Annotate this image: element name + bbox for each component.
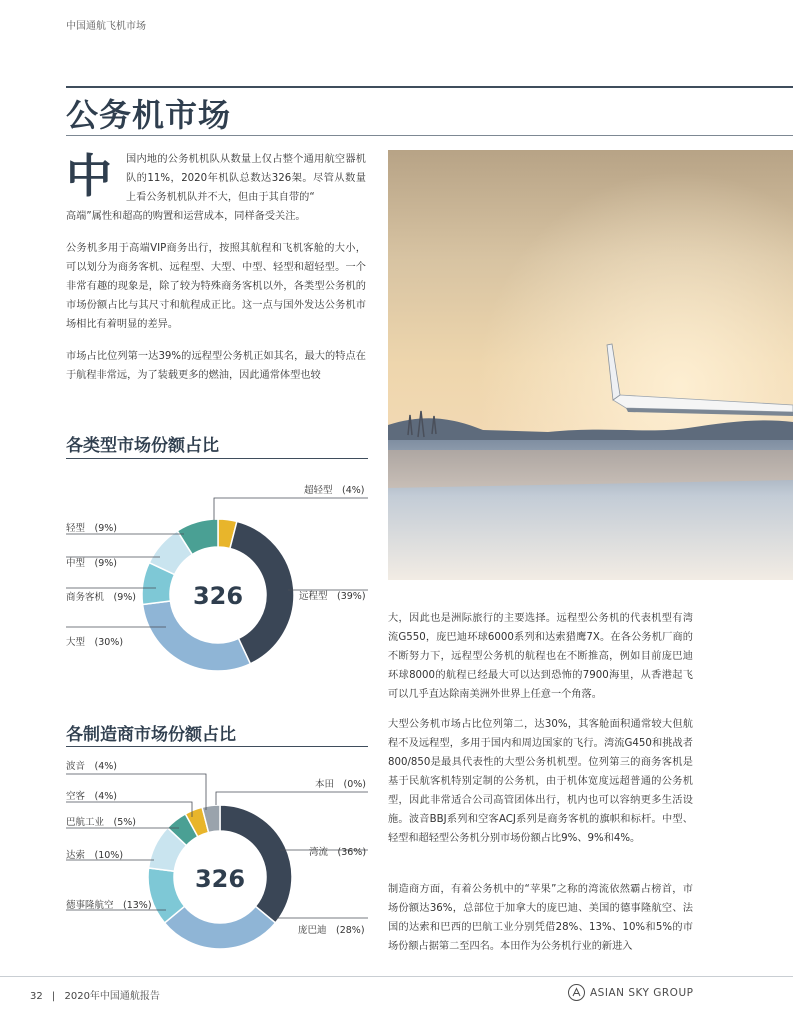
- chart-2-label-gulfstream: 湾流 (36%): [309, 847, 367, 858]
- body-paragraph-2: 公务机多用于高端VIP商务出行，按照其航程和飞机客舱的大小，可以划分为商务客机、远程型、大型、中型、轻型和超轻型。一个非常有趣的现象是，除了较为特殊商务客机以外，各类型公务机的市场份额占比与其尺寸和航程成正比。这一点与国外发达公务机市场相比有着明显的差异。: [66, 243, 366, 330]
- section-header: 中国通航飞机市场: [66, 21, 146, 32]
- page-number: 32: [30, 991, 43, 1002]
- asian-sky-logo-icon: [568, 984, 585, 1001]
- footer-divider: [0, 976, 793, 977]
- drop-cap: 中: [66, 149, 112, 203]
- footer-page-info: [30, 987, 160, 1002]
- intro-paragraph-part-a: 国内地的公务机机队从数量上仅占整个通用航空器机队的11%，2020年机队总数达326架。尽管从数量上看公务机机队并不大，但由于其自带的“: [126, 154, 366, 203]
- chart-1-label-bizliner: 商务客机 (9%): [66, 592, 136, 603]
- chart-2-title: 各制造商市场份额占比: [66, 725, 236, 745]
- manufacturer-share-slice-3: [165, 906, 276, 949]
- chart-1-label-large: 大型 (30%): [66, 637, 124, 648]
- body-paragraph-3: 市场占比位列第一达39%的远程型公务机正如其名，最大的特点在于航程非常远，为了装载更多的燃油，因此通常体型也较: [66, 351, 366, 381]
- report-name: 2020年中国通航报告: [64, 991, 160, 1002]
- right-paragraph-2: 大型公务机市场占比位列第二，达30%，其客舱面积通常较大但航程不及远程型，多用于国内和周边国家的飞行。湾流G450和挑战者800/850是最具代表性的大型公务机机型。位列第三的商务客机是基于民航客机特别定制的公务机，由于机体宽度远超普通的公务机型，因此非常适合公司高管团体出行，机内也可以容纳更多生活设施。波音BBJ系列和空客ACJ系列是商务客机的旗帜和标杆。中型、轻型和超轻型公务机分别市场份额占比9%、9%和4%。: [388, 719, 693, 844]
- chart-2-label-textron: 德事隆航空 (13%): [66, 900, 152, 911]
- company-logo: [568, 984, 693, 1001]
- page-title: 公务机市场: [66, 96, 232, 134]
- footer-separator: |: [51, 991, 56, 1002]
- chart-2-total: 326: [194, 865, 246, 893]
- chart-2-label-honda: 本田 (0%): [315, 779, 366, 790]
- manufacturer-share-donut-chart: [66, 750, 368, 960]
- chart-2-label-dassault: 达索 (10%): [66, 850, 124, 861]
- chart-1-title: 各类型市场份额占比: [66, 436, 219, 456]
- chart-2-label-boeing: 波音 (4%): [66, 761, 117, 772]
- airfield-photo: [388, 150, 793, 580]
- right-paragraph-1: 大，因此也是洲际旅行的主要选择。远程型公务机的代表机型有湾流G550，庞巴迪环球6000系列和达索猎鹰7X。在各公务机厂商的不断努力下，远程型公务机的航程也在不断推高，例如目前庞巴迪环球8000的航程已经最大可以达到恐怖的7900海里，从香港起飞可以几乎直达除南美洲外世界上任意一个角落。: [388, 613, 693, 700]
- chart-2-label-airbus: 空客 (4%): [66, 791, 117, 802]
- chart-1-label-longrange: 远程型 (39%): [299, 591, 366, 602]
- chart-1-label-light: 轻型 (9%): [66, 523, 117, 534]
- chart-2-label-bombardier: 庞巴迪 (28%): [298, 925, 365, 936]
- chart-1-total: 326: [192, 582, 244, 610]
- header-divider: [66, 86, 793, 88]
- chart-1-label-midsize: 中型 (9%): [66, 558, 117, 569]
- intro-paragraph-part-b: 高端”属性和超高的购置和运营成本，同样备受关注。: [66, 211, 306, 222]
- chart-2-divider: [66, 746, 368, 747]
- logo-text: ASIAN SKY GROUP: [590, 986, 694, 999]
- type-share-donut-chart: [66, 462, 368, 702]
- chart-1-divider: [66, 458, 368, 459]
- type-share-slice-3: [143, 601, 251, 671]
- manufacturer-share-slice-2: [220, 805, 292, 923]
- chart-1-label-ultralight: 超轻型 (4%): [304, 485, 365, 496]
- title-divider: [66, 135, 793, 136]
- chart-2-label-embraer: 巴航工业 (5%): [66, 817, 136, 828]
- right-paragraph-3: 制造商方面，有着公务机中的“苹果”之称的湾流依然霸占榜首，市场份额达36%，总部位于加拿大的庞巴迪、美国的德事隆航空、法国的达索和巴西的巴航工业分别凭借28%、13%、10%和5%的市场份额占据第二至四名。本田作为公务机行业的新进入: [388, 884, 693, 952]
